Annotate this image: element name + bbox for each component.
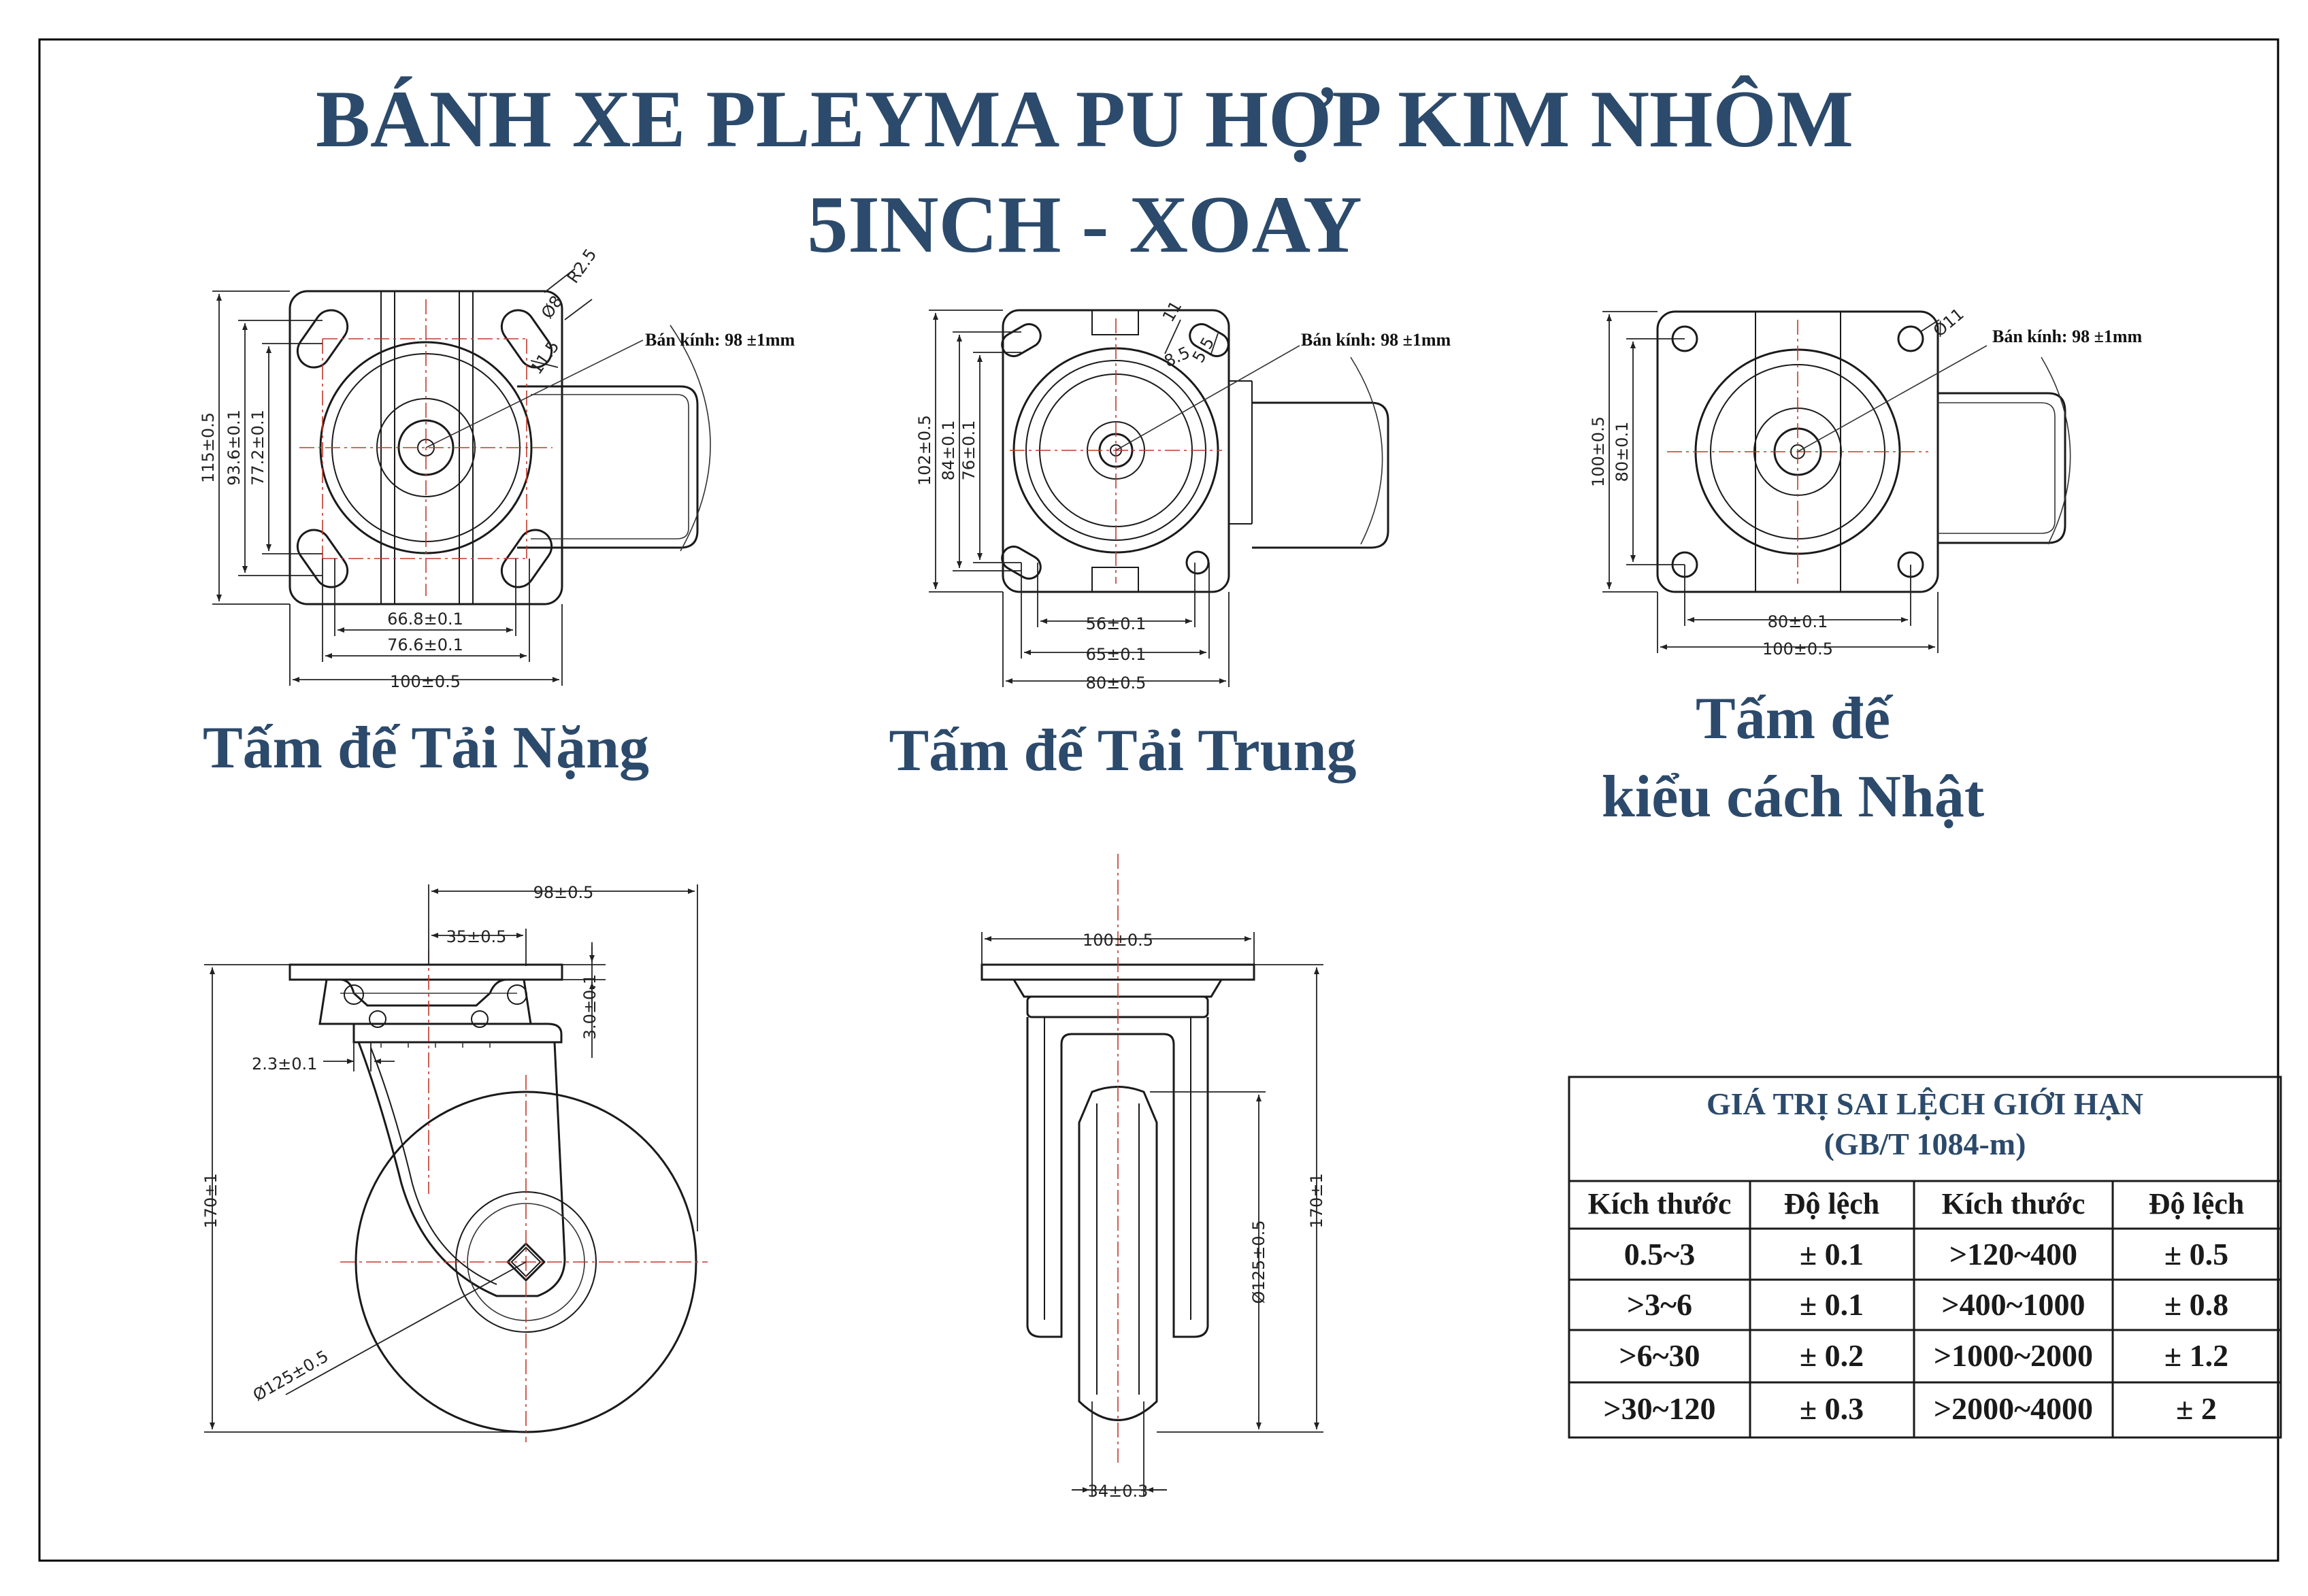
drawing-title-line2: 5INCH - XOAY: [807, 179, 1362, 269]
japan-plate-view: [1589, 304, 2142, 830]
table-cell: ± 2: [2176, 1391, 2217, 1426]
heavy-plate-caption: Tấm đế Tải Nặng: [202, 715, 650, 781]
table-cell: >3~6: [1626, 1287, 1693, 1322]
medium-plate-caption: Tấm đế Tải Trung: [889, 718, 1357, 784]
table-cell: >30~120: [1603, 1391, 1716, 1426]
heavy-plate-view: [199, 245, 795, 781]
table-cell: 0.5~3: [1623, 1237, 1696, 1271]
front-dim-wheel-diameter: Ø125±0.5: [1249, 1220, 1268, 1304]
heavy-slot-dim-a: R2.5: [563, 245, 601, 287]
table-header-deviation-1: Độ lệch: [1783, 1187, 1880, 1220]
side-elevation-view: [201, 883, 708, 1442]
heavy-dim-width-inner: 66.8±0.1: [387, 610, 463, 629]
japan-plate-caption-line2: kiểu cách Nhật: [1601, 764, 1985, 830]
table-cell: ± 0.3: [1799, 1391, 1864, 1426]
table-cell: >1000~2000: [1933, 1338, 2094, 1373]
japan-dim-height-inner: 80±0.1: [1613, 421, 1632, 482]
table-cell: ± 0.5: [2164, 1237, 2229, 1271]
front-dim-height: 170±1: [1307, 1173, 1326, 1229]
table-title-line2: (GB/T 1084-m): [1824, 1127, 2026, 1161]
medium-slot-dim-b: 5.5: [1188, 333, 1219, 366]
side-dim-top-total: 98±0.5: [533, 883, 594, 902]
front-elevation-view: [982, 854, 1326, 1501]
japan-dim-width-inner: 80±0.1: [1767, 612, 1828, 631]
japan-dim-height-outer: 100±0.5: [1589, 416, 1608, 488]
table-cell: ± 0.2: [1799, 1338, 1864, 1373]
side-dim-height: 170±1: [201, 1173, 220, 1229]
table-header-size-1: Kích thước: [1587, 1187, 1732, 1220]
table-cell: ± 0.8: [2164, 1287, 2229, 1322]
front-dim-wheel-width: 34±0.3: [1087, 1482, 1149, 1501]
medium-slot-dim-c: 11: [1158, 297, 1186, 325]
medium-plate-view: [889, 298, 1451, 784]
table-cell: >2000~4000: [1933, 1391, 2094, 1426]
table-header-size-2: Kích thước: [1941, 1187, 2086, 1220]
japan-hole-dim: Ø11: [1929, 304, 1968, 341]
table-title-line1: GIÁ TRỊ SAI LỆCH GIỚI HẠN: [1706, 1086, 2144, 1121]
drawing-title-line1: BÁNH XE PLEYMA PU HỢP KIM NHÔM: [316, 73, 1853, 164]
heavy-dim-width-mid: 76.6±0.1: [387, 635, 463, 654]
table-cell: ± 0.1: [1799, 1287, 1864, 1322]
japan-dim-width-outer: 100±0.5: [1762, 639, 1834, 659]
side-dim-top-offset: 35±0.5: [446, 927, 507, 946]
medium-dim-width-mid: 65±0.1: [1085, 645, 1147, 664]
medium-radius-label: Bán kính: 98 ±1mm: [1301, 330, 1451, 350]
side-dim-wheel-diameter: Ø125±0.5: [250, 1346, 332, 1406]
table-cell: >120~400: [1949, 1237, 2078, 1271]
medium-dim-height-mid: 84±0.1: [939, 420, 958, 481]
heavy-dim-height-mid: 93.6±0.1: [225, 410, 244, 486]
medium-dim-width-outer: 80±0.5: [1085, 674, 1147, 693]
table-cell: >400~1000: [1941, 1287, 2086, 1322]
side-dim-plate-thickness: 3.0±0.1: [580, 974, 599, 1040]
japan-radius-label: Bán kính: 98 ±1mm: [1992, 327, 2143, 346]
table-cell: ± 0.1: [1799, 1237, 1864, 1271]
heavy-radius-label: Bán kính: 98 ±1mm: [645, 330, 795, 350]
heavy-dim-height-outer: 115±0.5: [199, 412, 218, 484]
heavy-dim-height-inner: 77.2±0.1: [248, 410, 267, 486]
table-header-deviation-2: Độ lệch: [2148, 1187, 2245, 1220]
table-cell: >6~30: [1619, 1338, 1700, 1373]
medium-dim-height-outer: 102±0.5: [915, 414, 934, 486]
medium-dim-height-inner: 76±0.1: [959, 420, 978, 481]
side-dim-fork-thickness: 2.3±0.1: [252, 1054, 318, 1074]
front-dim-plate-width: 100±0.5: [1082, 931, 1154, 950]
heavy-slot-dim-c: 11.5: [526, 337, 563, 378]
medium-dim-width-inner: 56±0.1: [1085, 614, 1147, 633]
medium-slot-dim-a: 8.5: [1161, 342, 1193, 371]
heavy-slot-dim-b: Ø8: [537, 292, 567, 322]
japan-plate-caption-line1: Tấm đế: [1696, 686, 1890, 752]
heavy-dim-width-outer: 100±0.5: [389, 672, 461, 691]
table-cell: ± 1.2: [2164, 1338, 2229, 1373]
tolerance-table: [1569, 1077, 2281, 1437]
